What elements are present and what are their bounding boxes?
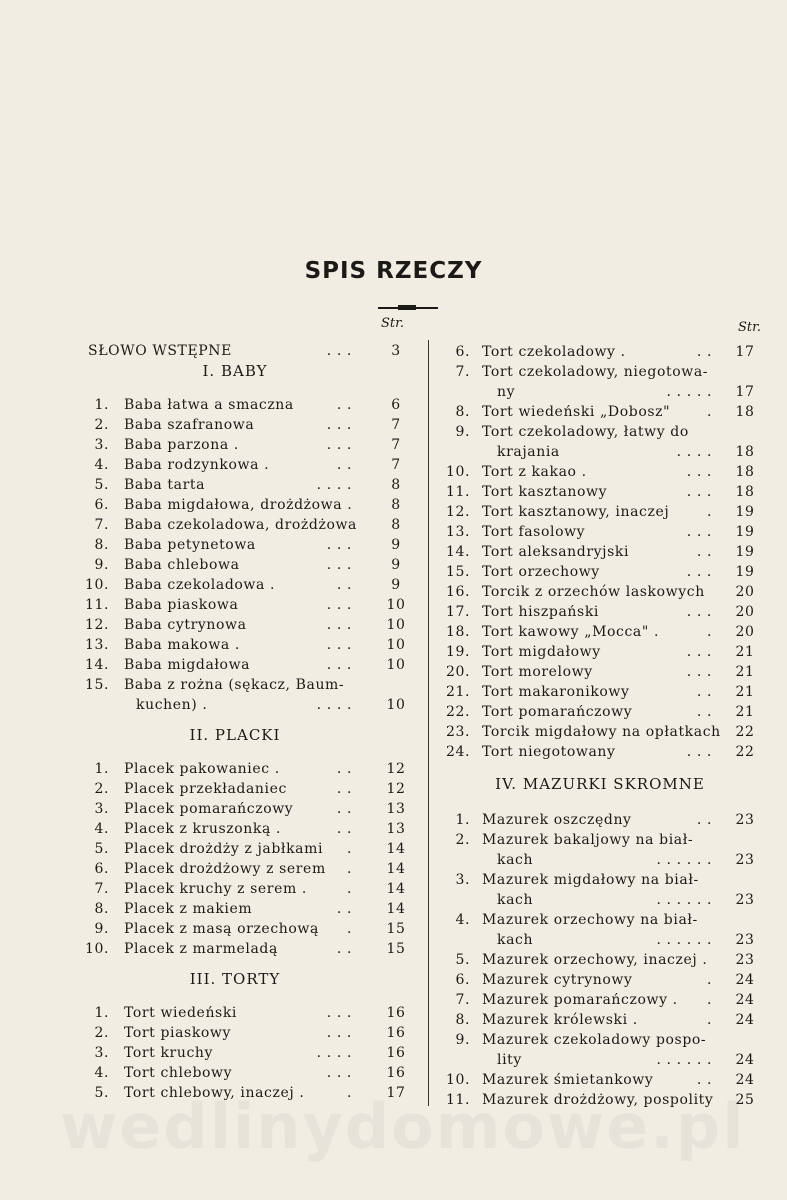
section-heading xyxy=(0,774,787,794)
toc-entry-page: 15 xyxy=(386,941,406,957)
toc-entry xyxy=(0,522,787,542)
toc-entry-number: 6. xyxy=(94,861,109,877)
toc-entry-number: 15. xyxy=(85,677,110,693)
toc-entry-page: 23 xyxy=(735,892,755,908)
toc-entry-number: 9. xyxy=(455,1032,470,1048)
toc-entry-leader-dots: . . . xyxy=(326,1065,352,1081)
toc-entry-title: Baba migdałowa xyxy=(124,657,251,673)
toc-entry-leader-dots: . . . xyxy=(326,637,352,653)
toc-entry-number: 9. xyxy=(455,424,470,440)
toc-entry-page: 16 xyxy=(386,1005,406,1021)
toc-entry xyxy=(0,830,787,850)
toc-entry-title: Baba tarta xyxy=(124,477,206,493)
toc-entry-page: 20 xyxy=(735,584,755,600)
toc-entry-leader-dots: . xyxy=(346,841,352,857)
toc-entry-number: 4. xyxy=(94,1065,109,1081)
toc-entry-leader-dots: . . xyxy=(696,812,712,828)
toc-entry-page: 8 xyxy=(391,497,401,513)
toc-entry-number: 1. xyxy=(94,397,109,413)
toc-entry-page: 21 xyxy=(735,704,755,720)
toc-entry-leader-dots: . xyxy=(346,921,352,937)
toc-entry-title: Torcik migdałowy na opłatkach xyxy=(482,724,721,740)
toc-entry xyxy=(0,562,787,582)
toc-entry-title: kach xyxy=(497,932,534,948)
toc-entry-number: 11. xyxy=(85,597,110,613)
toc-entry-number: 8. xyxy=(94,537,109,553)
toc-entry-page: 19 xyxy=(735,544,755,560)
toc-entry-number: 1. xyxy=(455,812,470,828)
toc-entry-page: 8 xyxy=(391,517,401,533)
toc-entry xyxy=(0,462,787,482)
toc-entry-title: Baba parzona . xyxy=(124,437,239,453)
toc-entry-number: 17. xyxy=(446,604,471,620)
section-heading-text: II. PLACKI xyxy=(189,726,281,744)
toc-entry-page: 22 xyxy=(735,744,755,760)
toc-entry-title: Tort kawowy „Mocca" . xyxy=(482,624,660,640)
toc-entry-leader-dots: . . . xyxy=(326,343,352,359)
toc-entry xyxy=(0,742,787,762)
toc-entry-title: Tort kasztanowy xyxy=(482,484,608,500)
toc-entry-title: Baba szafranowa xyxy=(124,417,255,433)
toc-entry xyxy=(0,1070,787,1090)
toc-entry-page: 10 xyxy=(386,697,406,713)
toc-entry-page: 8 xyxy=(391,477,401,493)
toc-entry xyxy=(0,990,787,1010)
page-column-label-right: Str. xyxy=(738,320,762,335)
toc-entry-leader-dots: . xyxy=(706,404,712,420)
toc-entry-page: 13 xyxy=(386,801,406,817)
toc-entry-title: kuchen) . xyxy=(136,697,208,713)
toc-entry-number: 22. xyxy=(446,704,471,720)
toc-entry-number: 9. xyxy=(94,557,109,573)
toc-entry-number: 2. xyxy=(94,781,109,797)
page-column-label-left: Str. xyxy=(381,316,405,331)
toc-entry-page: 23 xyxy=(735,812,755,828)
toc-entry-number: 5. xyxy=(94,477,109,493)
toc-entry-title: Tort z kakao . xyxy=(482,464,587,480)
toc-entry xyxy=(0,422,787,442)
toc-entry-page: 20 xyxy=(735,624,755,640)
toc-entry xyxy=(0,642,787,662)
toc-entry-title: Tort orzechowy xyxy=(482,564,600,580)
toc-entry-page: 24 xyxy=(735,1052,755,1068)
toc-entry-page: 23 xyxy=(735,932,755,948)
toc-entry-leader-dots: . . . . . . xyxy=(656,932,712,948)
toc-entry xyxy=(0,602,787,622)
toc-entry-page: 10 xyxy=(386,597,406,613)
toc-entry-leader-dots: . . . . xyxy=(316,477,352,493)
toc-entry-leader-dots: . xyxy=(346,881,352,897)
toc-entry-page: 18 xyxy=(735,464,755,480)
toc-entry xyxy=(0,482,787,502)
toc-entry-number: 5. xyxy=(455,952,470,968)
toc-entry-number: 20. xyxy=(446,664,471,680)
toc-entry-page: 18 xyxy=(735,444,755,460)
toc-entry-leader-dots: . . . xyxy=(326,597,352,613)
toc-entry xyxy=(0,622,787,642)
toc-entry-page: 3 xyxy=(391,343,401,359)
toc-entry xyxy=(0,582,787,602)
toc-entry-page: 17 xyxy=(735,384,755,400)
toc-entry-title: krajania xyxy=(497,444,560,460)
toc-entry-number: 1. xyxy=(94,761,109,777)
toc-entry-title: Baba piaskowa xyxy=(124,597,239,613)
toc-entry-number: 14. xyxy=(85,657,110,673)
toc-entry-title: Tort chlebowy, inaczej . xyxy=(124,1085,305,1101)
toc-entry-leader-dots: . . xyxy=(696,544,712,560)
toc-entry-page: 21 xyxy=(735,664,755,680)
toc-entry xyxy=(0,1010,787,1030)
toc-entry-leader-dots: . . . xyxy=(326,657,352,673)
toc-entry-page: 7 xyxy=(391,457,401,473)
toc-entry-title: Placek z masą orzechową xyxy=(124,921,319,937)
toc-entry-number: 7. xyxy=(455,364,470,380)
toc-entry-title: Baba migdałowa, drożdżowa . xyxy=(124,497,353,513)
toc-entry xyxy=(0,502,787,522)
toc-entry-leader-dots: . . . xyxy=(686,464,712,480)
title-rule-ornament xyxy=(398,305,416,310)
toc-entry-number: 21. xyxy=(446,684,471,700)
toc-entry-page: 24 xyxy=(735,992,755,1008)
toc-entry-leader-dots: . . xyxy=(336,821,352,837)
section-heading-text: I. BABY xyxy=(202,362,268,380)
toc-entry-leader-dots: . . . . . . xyxy=(656,1052,712,1068)
toc-entry-page: 24 xyxy=(735,1072,755,1088)
toc-entry-title: Tort fasolowy xyxy=(482,524,586,540)
toc-entry xyxy=(0,702,787,722)
toc-entry-page: 12 xyxy=(386,761,406,777)
toc-entry-title: Placek drożdży z jabłkami xyxy=(124,841,324,857)
toc-entry-page: 24 xyxy=(735,1012,755,1028)
toc-entry-page: 7 xyxy=(391,437,401,453)
toc-entry-title: Tort czekoladowy, łatwy do xyxy=(482,424,689,440)
toc-entry-number: 19. xyxy=(446,644,471,660)
toc-entry-leader-dots: . . xyxy=(336,901,352,917)
toc-entry-title: Mazurek cytrynowy xyxy=(482,972,633,988)
toc-entry-title: Placek pomarańczowy xyxy=(124,801,294,817)
toc-entry-number: 7. xyxy=(94,517,109,533)
page-title: SPIS RZECZY xyxy=(304,258,483,284)
toc-entry-continuation xyxy=(0,890,787,910)
toc-entry-number: 7. xyxy=(94,881,109,897)
toc-entry-title: Tort pomarańczowy xyxy=(482,704,633,720)
toc-entry-page: 23 xyxy=(735,852,755,868)
toc-entry-title: Mazurek królewski . xyxy=(482,1012,638,1028)
section-heading-text: III. TORTY xyxy=(189,970,281,988)
toc-entry-leader-dots: . . xyxy=(696,344,712,360)
toc-entry-leader-dots: . . . xyxy=(686,484,712,500)
toc-entry-leader-dots: . xyxy=(346,861,352,877)
toc-entry-number: 8. xyxy=(455,1012,470,1028)
toc-entry-leader-dots: . . xyxy=(336,781,352,797)
toc-entry xyxy=(0,402,787,422)
toc-entry-leader-dots: . . xyxy=(336,457,352,473)
toc-entry-page: 12 xyxy=(386,781,406,797)
toc-entry xyxy=(0,810,787,830)
toc-entry-number: 4. xyxy=(455,912,470,928)
toc-entry-number: 3. xyxy=(94,1045,109,1061)
toc-entry-number: 8. xyxy=(455,404,470,420)
toc-entry-number: 23. xyxy=(446,724,471,740)
toc-entry-leader-dots: . . . xyxy=(326,1005,352,1021)
toc-entry-leader-dots: . xyxy=(706,992,712,1008)
toc-entry-number: 3. xyxy=(94,801,109,817)
toc-entry-number: 11. xyxy=(446,1092,471,1108)
toc-entry-title: Mazurek pomarańczowy . xyxy=(482,992,678,1008)
toc-entry-title: Tort niegotowany xyxy=(482,744,616,760)
toc-entry-title: kach xyxy=(497,852,534,868)
toc-entry-page: 17 xyxy=(386,1085,406,1101)
toc-entry-title: Tort czekoladowy . xyxy=(482,344,626,360)
toc-entry-number: 5. xyxy=(94,1085,109,1101)
toc-entry-title: SŁOWO WSTĘPNE xyxy=(88,343,232,359)
toc-entry xyxy=(0,870,787,890)
toc-entry-leader-dots: . . xyxy=(336,761,352,777)
toc-entry xyxy=(0,542,787,562)
toc-entry-page: 15 xyxy=(386,921,406,937)
toc-entry-page: 7 xyxy=(391,417,401,433)
toc-entry-title: ny xyxy=(497,384,516,400)
toc-entry-number: 3. xyxy=(94,437,109,453)
toc-entry xyxy=(0,950,787,970)
toc-entry-title: Placek kruchy z serem . xyxy=(124,881,307,897)
toc-entry-continuation xyxy=(0,382,787,402)
toc-entry-page: 14 xyxy=(386,881,406,897)
toc-entry-leader-dots: . . . . . xyxy=(666,384,712,400)
toc-entry-leader-dots: . . . . xyxy=(316,697,352,713)
toc-entry-page: 14 xyxy=(386,841,406,857)
toc-entry-number: 5. xyxy=(94,841,109,857)
toc-entry-title: lity xyxy=(497,1052,522,1068)
toc-entry-leader-dots: . . . xyxy=(326,417,352,433)
toc-entry-page: 23 xyxy=(735,952,755,968)
toc-entry-title: Mazurek śmietankowy xyxy=(482,1072,654,1088)
toc-entry-number: 2. xyxy=(94,417,109,433)
toc-entry-leader-dots: . . xyxy=(336,801,352,817)
toc-entry xyxy=(0,1090,787,1110)
toc-entry-title: Placek z kruszonką . xyxy=(124,821,282,837)
toc-entry-number: 6. xyxy=(455,972,470,988)
toc-entry-number: 6. xyxy=(94,497,109,513)
toc-entry-number: 7. xyxy=(455,992,470,1008)
toc-entry-continuation xyxy=(0,442,787,462)
toc-entry-page: 10 xyxy=(386,637,406,653)
toc-entry xyxy=(0,362,787,382)
toc-entry-title: Mazurek orzechowy, inaczej . xyxy=(482,952,708,968)
toc-entry xyxy=(0,970,787,990)
toc-entry-title: Placek z makiem xyxy=(124,901,253,917)
toc-entry-leader-dots: . . . xyxy=(686,644,712,660)
toc-entry-leader-dots: . . . xyxy=(326,557,352,573)
toc-entry xyxy=(0,682,787,702)
toc-entry-page: 17 xyxy=(735,344,755,360)
toc-entry-leader-dots: . . . xyxy=(686,564,712,580)
toc-entry-page: 10 xyxy=(386,617,406,633)
toc-entry xyxy=(0,1030,787,1050)
toc-entry-page: 16 xyxy=(386,1045,406,1061)
toc-entry-title: Torcik z orzechów laskowych xyxy=(482,584,705,600)
toc-entry-leader-dots: . xyxy=(346,1085,352,1101)
toc-entry-page: 25 xyxy=(735,1092,755,1108)
toc-entry-title: Mazurek migdałowy na biał- xyxy=(482,872,699,888)
toc-entry xyxy=(0,662,787,682)
toc-entry-title: Placek drożdżowy z serem xyxy=(124,861,326,877)
toc-entry-leader-dots: . . . xyxy=(326,617,352,633)
toc-entry-page: 14 xyxy=(386,861,406,877)
toc-entry-title: Placek z marmeladą xyxy=(124,941,278,957)
toc-entry-title: Mazurek czekoladowy pospo- xyxy=(482,1032,707,1048)
toc-entry-leader-dots: . . . . . . xyxy=(656,892,712,908)
toc-entry-leader-dots: . xyxy=(706,624,712,640)
toc-entry-number: 11. xyxy=(446,484,471,500)
toc-entry-page: 19 xyxy=(735,564,755,580)
toc-entry-page: 6 xyxy=(391,397,401,413)
toc-entry-number: 4. xyxy=(94,457,109,473)
toc-entry-leader-dots: . xyxy=(706,1012,712,1028)
toc-entry-leader-dots: . . . xyxy=(326,537,352,553)
toc-entry-page: 10 xyxy=(386,657,406,673)
toc-entry-number: 9. xyxy=(94,921,109,937)
toc-entry-page: 14 xyxy=(386,901,406,917)
toc-entry-page: 16 xyxy=(386,1025,406,1041)
toc-entry-number: 2. xyxy=(94,1025,109,1041)
toc-entry-page: 21 xyxy=(735,684,755,700)
toc-entry-title: Placek pakowaniec . xyxy=(124,761,280,777)
toc-entry-title: Baba rodzynkowa . xyxy=(124,457,270,473)
toc-entry-page: 19 xyxy=(735,504,755,520)
toc-entry-number: 15. xyxy=(446,564,471,580)
toc-entry-number: 16. xyxy=(446,584,471,600)
toc-entry-title: Placek przekładaniec xyxy=(124,781,287,797)
toc-entry-continuation xyxy=(0,1050,787,1070)
toc-entry-title: Mazurek oszczędny xyxy=(482,812,632,828)
toc-entry-title: Tort hiszpański xyxy=(482,604,599,620)
toc-entry-leader-dots: . . . xyxy=(326,437,352,453)
toc-entry-number: 1. xyxy=(94,1005,109,1021)
toc-entry-continuation xyxy=(0,850,787,870)
toc-entry-number: 18. xyxy=(446,624,471,640)
toc-entry-title: Tort czekoladowy, niegotowa- xyxy=(482,364,709,380)
toc-entry-title: Tort morelowy xyxy=(482,664,593,680)
toc-entry-number: 24. xyxy=(446,744,471,760)
toc-entry-title: Tort kruchy xyxy=(124,1045,214,1061)
toc-entry-number: 8. xyxy=(94,901,109,917)
toc-entry-page: 9 xyxy=(391,537,401,553)
toc-entry-number: 13. xyxy=(446,524,471,540)
toc-entry-leader-dots: . . . xyxy=(686,744,712,760)
toc-entry-number: 12. xyxy=(446,504,471,520)
toc-entry-number: 6. xyxy=(455,344,470,360)
toc-entry-title: Baba chlebowa xyxy=(124,557,240,573)
toc-entry-leader-dots: . xyxy=(706,504,712,520)
toc-entry-title: Mazurek drożdżowy, pospolity xyxy=(482,1092,714,1108)
toc-entry-leader-dots: . xyxy=(706,972,712,988)
toc-entry-number: 10. xyxy=(446,1072,471,1088)
toc-entry-page: 9 xyxy=(391,557,401,573)
toc-entry-leader-dots: . . . . xyxy=(316,1045,352,1061)
toc-entry-title: Tort wiedeński „Dobosz" xyxy=(482,404,671,420)
toc-entry-continuation xyxy=(0,930,787,950)
toc-entry-page: 9 xyxy=(391,577,401,593)
toc-entry-number: 2. xyxy=(455,832,470,848)
toc-entry-leader-dots: . . xyxy=(336,397,352,413)
toc-entry-leader-dots: . . . xyxy=(326,1025,352,1041)
toc-entry-number: 3. xyxy=(455,872,470,888)
toc-entry-title: Baba z rożna (sękacz, Baum- xyxy=(124,677,345,693)
toc-entry-title: Mazurek bakaljowy na biał- xyxy=(482,832,694,848)
toc-entry-number: 13. xyxy=(85,637,110,653)
toc-entry-page: 19 xyxy=(735,524,755,540)
toc-entry-leader-dots: . . . . xyxy=(676,444,712,460)
toc-entry-number: 14. xyxy=(446,544,471,560)
toc-entry-title: Baba czekoladowa, drożdżowa xyxy=(124,517,358,533)
toc-entry-page: 18 xyxy=(735,484,755,500)
toc-entry-title: Baba łatwa a smaczna xyxy=(124,397,294,413)
toc-entry-page: 18 xyxy=(735,404,755,420)
toc-entry-leader-dots: . . . xyxy=(686,664,712,680)
toc-entry-leader-dots: . . . . . . xyxy=(656,852,712,868)
toc-entry-title: Baba makowa . xyxy=(124,637,240,653)
toc-entry-title: Tort aleksandryjski xyxy=(482,544,630,560)
toc-entry-title: Baba cytrynowa xyxy=(124,617,247,633)
toc-entry-number: 10. xyxy=(85,941,110,957)
toc-entry-number: 10. xyxy=(85,577,110,593)
toc-entry-title: Tort makaronikowy xyxy=(482,684,630,700)
toc-entry-title: Tort kasztanowy, inaczej xyxy=(482,504,670,520)
toc-entry-leader-dots: . . xyxy=(336,941,352,957)
toc-entry xyxy=(0,722,787,742)
toc-entry-number: 12. xyxy=(85,617,110,633)
toc-entry-title: Tort chlebowy xyxy=(124,1065,233,1081)
toc-entry-page: 20 xyxy=(735,604,755,620)
toc-entry-page: 13 xyxy=(386,821,406,837)
toc-entry-number: 10. xyxy=(446,464,471,480)
toc-entry-title: Baba petynetowa xyxy=(124,537,256,553)
toc-entry-page: 21 xyxy=(735,644,755,660)
toc-entry-leader-dots: . . . xyxy=(686,524,712,540)
toc-entry-leader-dots: . . . xyxy=(686,604,712,620)
toc-entry-title: Mazurek orzechowy na biał- xyxy=(482,912,698,928)
toc-entry-title: kach xyxy=(497,892,534,908)
toc-entry-leader-dots: . . xyxy=(696,704,712,720)
section-heading-text: IV. MAZURKI SKROMNE xyxy=(495,775,705,793)
toc-entry xyxy=(0,910,787,930)
toc-entry-page: 22 xyxy=(735,724,755,740)
toc-entry-page: 24 xyxy=(735,972,755,988)
toc-entry-leader-dots: . . xyxy=(696,1072,712,1088)
toc-entry-leader-dots: . . xyxy=(336,577,352,593)
toc-entry-number: 4. xyxy=(94,821,109,837)
toc-entry-title: Baba czekoladowa . xyxy=(124,577,276,593)
toc-entry xyxy=(0,342,787,362)
toc-entry-title: Tort migdałowy xyxy=(482,644,601,660)
toc-entry-title: Tort piaskowy xyxy=(124,1025,232,1041)
toc-entry-leader-dots: . . xyxy=(696,684,712,700)
toc-entry-title: Tort wiedeński xyxy=(124,1005,238,1021)
toc-entry-page: 16 xyxy=(386,1065,406,1081)
